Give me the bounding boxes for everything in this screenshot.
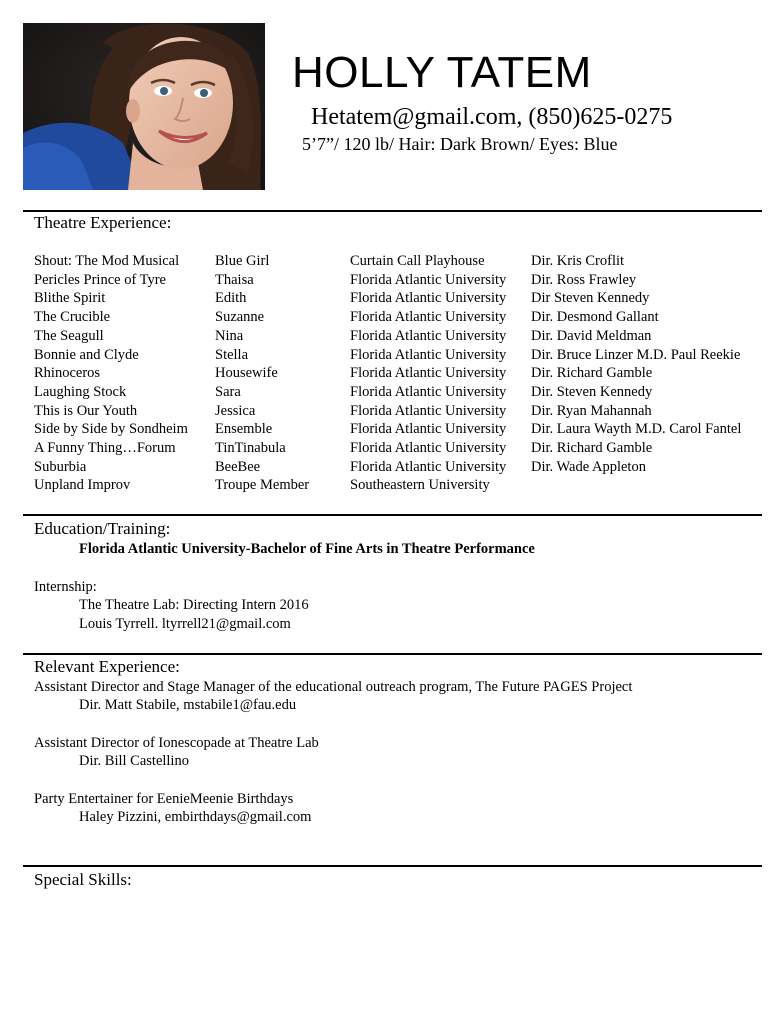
show-title: The Seagull: [34, 327, 104, 344]
role: Thaisa: [215, 271, 254, 288]
contact-info: Hetatem@gmail.com, (850)625-0275: [311, 104, 673, 130]
venue: Florida Atlantic University: [350, 327, 507, 344]
show-title: A Funny Thing…Forum: [34, 440, 176, 456]
role: Stella: [215, 346, 249, 363]
section-divider: [23, 653, 762, 655]
theatre-experience-heading: Theatre Experience:: [34, 213, 172, 232]
venue: Curtain Call Playhouse: [350, 253, 485, 269]
director: Dir. Bruce Linzer M.D. Paul Reekie: [531, 346, 741, 363]
section-divider: [23, 210, 762, 212]
theatre-row: [0, 384, 768, 402]
show-title: Laughing Stock: [34, 383, 127, 400]
relevant-item-detail: Dir. Matt Stabile, mstabile1@fau.edu: [79, 697, 297, 713]
theatre-row: [0, 403, 768, 421]
theatre-row: [0, 440, 768, 458]
director: Dir. Wade Appleton: [531, 458, 646, 475]
theatre-row: [0, 309, 768, 327]
venue: Florida Atlantic University: [350, 440, 507, 456]
director: Dir. Richard Gamble: [531, 440, 653, 456]
role: Edith: [215, 290, 247, 307]
show-title: Side by Side by Sondheim: [34, 421, 188, 438]
relevant-item-detail: Haley Pizzini, embirthdays@gmail.com: [79, 809, 312, 825]
role: Nina: [215, 327, 244, 344]
role: Jessica: [215, 402, 256, 419]
venue: Southeastern University: [350, 477, 490, 494]
venue: Florida Atlantic University: [350, 365, 507, 382]
venue: Florida Atlantic University: [350, 290, 507, 307]
relevant-item-detail: Dir. Bill Castellino: [79, 753, 189, 769]
theatre-row: [0, 365, 768, 383]
show-title: This is Our Youth: [34, 402, 138, 419]
show-title: Unpland Improv: [34, 477, 131, 494]
show-title: The Crucible: [34, 309, 111, 326]
relevant-item-title: Assistant Director and Stage Manager of the educational outreach program, The Future PAGES Project: [34, 679, 633, 695]
special-skills-heading: Special Skills:: [34, 870, 132, 889]
show-title: Blithe Spirit: [34, 290, 106, 307]
relevant-experience-heading: Relevant Experience:: [34, 657, 180, 676]
education-heading: Education/Training:: [34, 519, 171, 538]
role: Ensemble: [215, 421, 273, 438]
venue: Florida Atlantic University: [350, 346, 507, 363]
headshot-photo: [23, 23, 265, 190]
physical-stats: 5’7”/ 120 lb/ Hair: Dark Brown/ Eyes: Blue: [302, 134, 618, 154]
role: Blue Girl: [215, 253, 270, 269]
director: Dir. Ross Frawley: [531, 271, 637, 288]
theatre-row: [0, 253, 768, 271]
theatre-row: [0, 347, 768, 365]
director: Dir. Kris Croflit: [531, 253, 625, 269]
director: Dir. Desmond Gallant: [531, 309, 659, 326]
venue: Florida Atlantic University: [350, 402, 507, 419]
role: Troupe Member: [215, 477, 310, 494]
venue: Florida Atlantic University: [350, 309, 507, 326]
theatre-row: [0, 477, 768, 495]
show-title: Pericles Prince of Tyre: [34, 271, 166, 288]
role: Sara: [215, 383, 241, 400]
role: TinTinabula: [215, 440, 286, 456]
theatre-row: [0, 272, 768, 290]
venue: Florida Atlantic University: [350, 383, 507, 400]
theatre-row: [0, 421, 768, 439]
show-title: Rhinoceros: [34, 365, 101, 382]
director: Dir Steven Kennedy: [531, 290, 650, 307]
role: Housewife: [215, 365, 278, 382]
theatre-row: [0, 328, 768, 346]
venue: Florida Atlantic University: [350, 271, 507, 288]
theatre-row: [0, 459, 768, 477]
candidate-name: HOLLY TATEM: [292, 48, 592, 97]
role: Suzanne: [215, 309, 265, 326]
venue: Florida Atlantic University: [350, 421, 507, 438]
director: Dir. Laura Wayth M.D. Carol Fantel: [531, 421, 742, 438]
show-title: Suburbia: [34, 458, 87, 475]
theatre-row: [0, 290, 768, 308]
director: Dir. Ryan Mahannah: [531, 402, 652, 419]
director: Dir. Richard Gamble: [531, 365, 653, 382]
internship-contact: Louis Tyrrell. ltyrrell21@gmail.com: [79, 616, 291, 632]
internship-label: Internship:: [34, 579, 97, 595]
show-title: Shout: The Mod Musical: [34, 253, 180, 269]
director: Dir. David Meldman: [531, 327, 652, 344]
role: BeeBee: [215, 458, 261, 475]
venue: Florida Atlantic University: [350, 458, 507, 475]
relevant-item-title: Assistant Director of Ionescopade at Theatre Lab: [34, 735, 319, 751]
internship-role: The Theatre Lab: Directing Intern 2016: [79, 597, 309, 613]
show-title: Bonnie and Clyde: [34, 346, 139, 363]
relevant-item-title: Party Entertainer for EenieMeenie Birthdays: [34, 791, 294, 807]
section-divider: [23, 865, 762, 867]
section-divider: [23, 514, 762, 516]
director: Dir. Steven Kennedy: [531, 383, 653, 400]
degree: Florida Atlantic University-Bachelor of Fine Arts in Theatre Performance: [79, 541, 535, 557]
